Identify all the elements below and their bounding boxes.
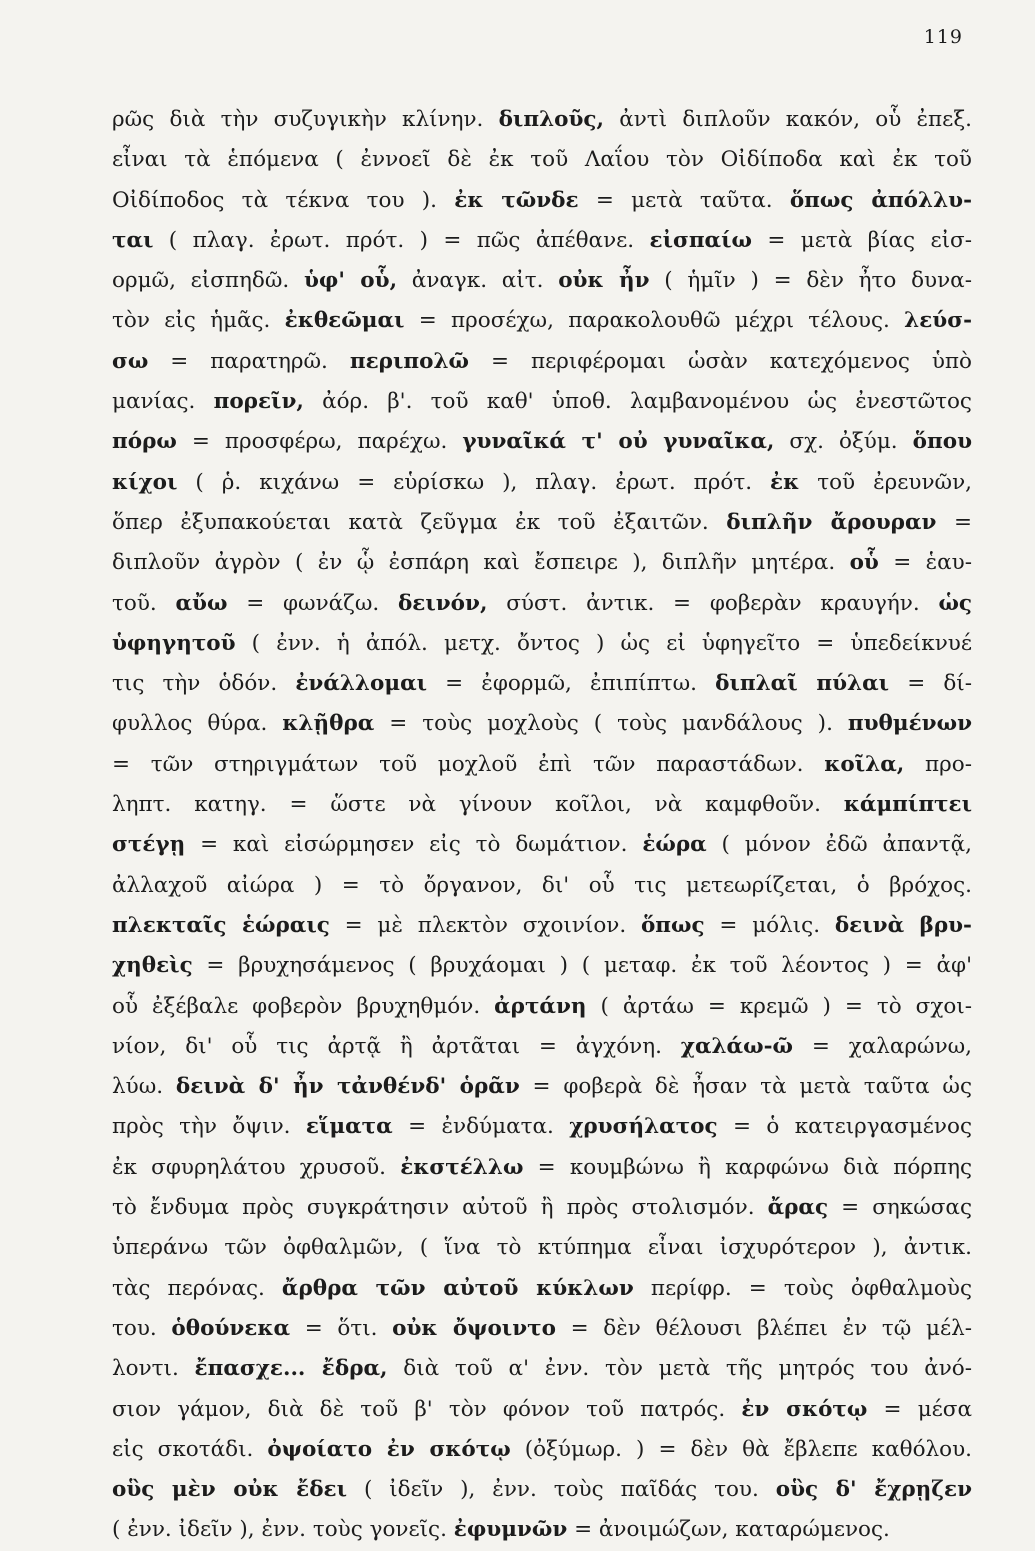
text-line <box>112 745 972 785</box>
text-line <box>112 221 972 261</box>
gloss-text: = προσφέρω, παρέχω. <box>176 429 463 455</box>
gloss-text: ἀόρ. β'. τοῦ καθ' ὑποθ. λαμβανομένου ὡς ἐνεστῶτος <box>303 389 972 415</box>
lemma-term: ἐκ <box>770 469 800 495</box>
text-line <box>112 1067 972 1107</box>
gloss-text: μανίας. <box>112 389 214 415</box>
gloss-text: = καὶ εἰσώρμησεν εἰς τὸ δωμάτιον. <box>185 832 643 858</box>
lemma-term: κίχοι <box>112 469 178 495</box>
text-line <box>112 624 972 664</box>
gloss-text: = τῶν στηριγμάτων τοῦ μοχλοῦ ἐπὶ τῶν παραστάδων. <box>112 751 825 777</box>
lemma-term: διπλῆν ἄρουραν <box>726 509 937 535</box>
lemma-term: εἰσπαίω <box>649 227 752 253</box>
lemma-term: γυναῖκά τ' οὐ γυναῖκα, <box>462 429 775 455</box>
lemma-term: ἐκθεῶμαι <box>284 308 405 334</box>
lemma-term: ἐν σκότῳ <box>741 1396 868 1422</box>
gloss-text: ἀναγκ. αἰτ. <box>397 268 559 294</box>
gloss-text: Οἰδίποδος τὰ τέκνα του ). <box>112 187 455 213</box>
gloss-text: τοῦ. <box>112 590 176 616</box>
text-line <box>112 422 972 462</box>
text-line <box>112 785 972 825</box>
gloss-text: = παρατηρῶ. <box>148 348 350 374</box>
gloss-text: = ἐνδύματα. <box>392 1114 570 1140</box>
gloss-text: περίφρ. = τοὺς ὀφθαλμοὺς <box>633 1275 972 1301</box>
gloss-text: = προσέχω, παρακολουθῶ μέχρι τέλους. <box>404 308 905 334</box>
gloss-text: = τοὺς μοχλοὺς ( τοὺς μανδάλους ). <box>374 711 848 737</box>
gloss-text: λύω. <box>112 1074 176 1100</box>
lemma-term: ἄρθρα τῶν αὐτοῦ κύκλων <box>281 1275 634 1301</box>
lemma-term: δεινὰ βρυ- <box>834 912 972 938</box>
text-line <box>112 1107 972 1147</box>
text-line <box>112 1228 972 1268</box>
lemma-term: ται <box>112 227 154 253</box>
lemma-term: κάμπίπτει <box>843 792 972 818</box>
gloss-text: = μέσα <box>867 1396 972 1422</box>
gloss-text: νίον, δι' οὗ τις ἀρτᾷ ἢ ἀρτᾶται = ἀγχόνη. <box>112 1033 681 1059</box>
text-line <box>112 1430 972 1470</box>
gloss-text: ἀντὶ διπλοῦν κακόν, οὗ ἐπεξ. <box>603 107 972 132</box>
gloss-text: = δὲν θέλουσι βλέπει ἐν τῷ μέλ- <box>555 1315 972 1341</box>
lemma-term: ἄρας <box>767 1195 829 1221</box>
gloss-text: τοῦ ἐρευνῶν, <box>799 469 972 495</box>
gloss-text: ( ἰδεῖν ), ἐνν. τοὺς παῖδάς του. <box>347 1477 776 1503</box>
text-line <box>112 1027 972 1067</box>
text-line <box>112 301 972 341</box>
lemma-term: ἐκστέλλω <box>400 1154 524 1180</box>
lemma-term: ὀψοίατο ἐν σκότῳ <box>267 1436 511 1462</box>
lemma-term: δεινὰ δ' ἦν τἀνθένδ' ὁρᾶν <box>175 1074 520 1100</box>
gloss-text: = ὁ κατειργασμένος <box>717 1114 972 1140</box>
gloss-text: φυλλος θύρα. <box>112 711 283 737</box>
lemma-term: ὁθούνεκα <box>171 1315 291 1341</box>
lemma-term: αὔω <box>175 590 228 616</box>
lemma-term: οὗ <box>849 550 879 576</box>
text-line <box>112 866 972 906</box>
lemma-term: ἔπασχε... ἔδρα, <box>194 1356 388 1382</box>
lemma-term: ἑώρα <box>642 832 707 858</box>
lemma-term: πλεκταῖς ἑώραις <box>112 912 330 938</box>
gloss-text: εἶναι τὰ ἑπόμενα ( ἐννοεῖ δὲ ἐκ τοῦ Λαΐου τὸν Οἰδίποδα καὶ ἐκ τοῦ <box>112 147 972 173</box>
text-line <box>112 1349 972 1389</box>
text-line <box>112 1269 972 1309</box>
gloss-text: ληπτ. κατηγ. = ὥστε νὰ γίνουν κοῖλοι, νὰ καμφθοῦν. <box>112 792 844 818</box>
lemma-term: ἀρτάνη <box>494 993 587 1019</box>
lemma-term: οὐκ ὄψοιντο <box>392 1315 556 1341</box>
gloss-text: = ἀνοιμώζων, καταρώμενος. <box>567 1517 890 1543</box>
lemma-term: ἐνάλλομαι <box>295 671 428 697</box>
gloss-text: = κουμβώνω ἢ καρφώνω διὰ πόρπης <box>523 1154 972 1180</box>
lemma-term: πόρω <box>112 429 177 455</box>
gloss-text: τὸ ἔνδυμα πρὸς συγκράτησιν αὐτοῦ ἢ πρὸς στολισμόν. <box>112 1195 768 1221</box>
lemma-term: ἐκ τῶνδε <box>454 187 579 213</box>
gloss-text: ( ῥ. κιχάνω = εὑρίσκω ), πλαγ. ἐρωτ. πρότ. <box>177 469 771 495</box>
text-line <box>112 664 972 704</box>
lemma-term: ὑφ' οὗ, <box>303 268 398 294</box>
gloss-text: = μὲ πλεκτὸν σχοινίον. <box>329 912 641 938</box>
commentary-text <box>112 100 972 1551</box>
lemma-term: πυθμένων <box>847 711 972 737</box>
text-line <box>112 1470 972 1510</box>
gloss-text: τὰς περόνας. <box>112 1275 282 1301</box>
gloss-text: ρῶς διὰ τὴν συζυγικὴν κλίνην. <box>112 107 499 132</box>
lemma-term: ἐφυμνῶν <box>453 1517 568 1543</box>
gloss-text: πρὸς τὴν ὄψιν. <box>112 1114 306 1140</box>
gloss-text: = φοβερὰ δὲ ἦσαν τὰ μετὰ ταῦτα ὡς <box>519 1074 972 1100</box>
lemma-term: λεύσ- <box>904 308 972 334</box>
gloss-text: (ὀξύμωρ. ) = δὲν θὰ ἔβλεπε καθόλου. <box>510 1436 972 1462</box>
gloss-text: ( μόνον ἐδῶ ἀπαντᾷ, <box>706 832 972 858</box>
text-line <box>112 181 972 221</box>
gloss-text: ἐκ σφυρηλάτου χρυσοῦ. <box>112 1154 401 1180</box>
gloss-text: ( ἐνν. ἡ ἀπόλ. μετχ. ὄντος ) ὡς εἰ ὑφηγεῖτο = ὑπεδείκνυέ <box>235 630 972 656</box>
gloss-text: διπλοῦν ἀγρὸν ( ἐν ᾧ ἐσπάρη καὶ ἔσπειρε ), διπλῆν μητέρα. <box>112 550 850 576</box>
gloss-text: = ἐφορμῶ, ἐπιπίπτω. <box>427 671 716 697</box>
gloss-text: = ἑαυ- <box>878 550 972 576</box>
gloss-text: = μετὰ ταῦτα. <box>578 187 790 213</box>
lemma-term: στέγῃ <box>112 832 186 858</box>
text-line <box>112 1188 972 1228</box>
gloss-text: ἀλλαχοῦ αἰώρα ) = τὸ ὄργανον, δι' οὗ τις μετεωρίζεται, ὁ βρόχος. <box>112 872 972 898</box>
text-line <box>112 543 972 583</box>
gloss-text: σύστ. ἀντικ. = φοβερὰν κραυγήν. <box>487 590 939 616</box>
text-line <box>112 342 972 382</box>
gloss-text: ορμῶ, εἰσπηδῶ. <box>112 268 304 294</box>
lemma-term: οὓς μὲν οὐκ ἔδει <box>112 1477 348 1503</box>
lemma-term: σω <box>112 348 149 374</box>
lemma-term: ὡς <box>938 590 972 616</box>
lemma-term: πορεῖν, <box>213 389 304 415</box>
lemma-term: δεινόν, <box>397 590 488 616</box>
lemma-term: χρυσήλατος <box>569 1114 718 1140</box>
gloss-text: = μόλις. <box>704 912 835 938</box>
gloss-text: διὰ τοῦ α' ἐνν. τὸν μετὰ τῆς μητρός του ἀνό- <box>387 1356 972 1382</box>
lemma-term: διπλαῖ πύλαι <box>715 671 890 697</box>
text-line <box>112 100 972 140</box>
gloss-text: = φωνάζω. <box>227 590 398 616</box>
lemma-term: οὐκ ἦν <box>558 268 650 294</box>
lemma-term: κλῇθρα <box>282 711 375 737</box>
gloss-text: τις τὴν ὁδόν. <box>112 671 296 697</box>
text-line <box>112 1309 972 1349</box>
gloss-text: = σηκώσας <box>828 1195 972 1221</box>
lemma-term: χηθεὶς <box>112 953 193 979</box>
lemma-term: ὑφηγητοῦ <box>112 630 236 656</box>
text-line <box>112 463 972 503</box>
gloss-text: = ὅτι. <box>290 1315 393 1341</box>
lemma-term: ὅπως ἀπόλλυ- <box>789 187 972 213</box>
text-line <box>112 261 972 301</box>
gloss-text: λοντι. <box>112 1356 195 1382</box>
gloss-text: = χαλαρώνω, <box>792 1033 972 1059</box>
gloss-text: ὅπερ ἐξυπακούεται κατὰ ζεῦγμα ἐκ τοῦ ἐξαιτῶν. <box>112 509 727 535</box>
gloss-text: τὸν εἰς ἡμᾶς. <box>112 308 285 334</box>
text-line <box>112 1390 972 1430</box>
text-line <box>112 382 972 422</box>
gloss-text: οὗ ἐξέβαλε φοβερὸν βρυχηθμόν. <box>112 993 495 1019</box>
gloss-text: εἰς σκοτάδι. <box>112 1436 268 1462</box>
lemma-term: χαλάω-ῶ <box>680 1033 793 1059</box>
gloss-text: = <box>936 509 972 535</box>
gloss-text: ( ἡμῖν ) = δὲν ἦτο δυνα- <box>649 268 972 294</box>
page-number: 119 <box>923 26 963 48</box>
gloss-text: προ- <box>904 751 972 777</box>
text-line <box>112 1148 972 1188</box>
text-line <box>112 825 972 865</box>
text-line <box>112 1510 972 1550</box>
text-line <box>112 503 972 543</box>
lemma-term: διπλοῦς, <box>498 107 604 132</box>
gloss-text: = περιφέρομαι ὡσὰν κατεχόμενος ὑπὸ <box>469 348 972 374</box>
lemma-term: οὓς δ' ἔχρῃζεν <box>775 1477 972 1503</box>
gloss-text: σιον γάμον, διὰ δὲ τοῦ β' τὸν φόνον τοῦ πατρός. <box>112 1396 742 1422</box>
gloss-text: ( ἀρτάω = κρεμῶ ) = τὸ σχοι- <box>586 993 972 1019</box>
gloss-text: σχ. ὀξύμ. <box>774 429 913 455</box>
text-line <box>112 704 972 744</box>
gloss-text: ( ἐνν. ἰδεῖν ), ἐνν. τοὺς γονεῖς. <box>112 1517 454 1543</box>
lemma-term: περιπολῶ <box>349 348 469 374</box>
lemma-term: κοῖλα, <box>824 751 905 777</box>
gloss-text: = βρυχησάμενος ( βρυχάομαι ) ( μεταφ. ἐκ τοῦ λέοντος ) = ἀφ' <box>192 953 972 979</box>
gloss-text: = μετὰ βίας εἰσ- <box>751 227 972 253</box>
gloss-text: ὑπεράνω τῶν ὀφθαλμῶν, ( ἵνα τὸ κτύπημα εἶναι ἰσχυρότερον ), ἀντικ. <box>112 1235 972 1261</box>
text-line <box>112 906 972 946</box>
lemma-term: εἵματα <box>305 1114 393 1140</box>
gloss-text: = δί- <box>889 671 972 697</box>
text-line <box>112 140 972 180</box>
text-line <box>112 946 972 986</box>
lemma-term: ὅπως <box>640 912 705 938</box>
text-line <box>112 987 972 1027</box>
lemma-term: ὅπου <box>912 429 972 455</box>
gloss-text: ( πλαγ. ἐρωτ. πρότ. ) = πῶς ἀπέθανε. <box>153 227 650 253</box>
gloss-text: του. <box>112 1315 172 1341</box>
text-line <box>112 584 972 624</box>
